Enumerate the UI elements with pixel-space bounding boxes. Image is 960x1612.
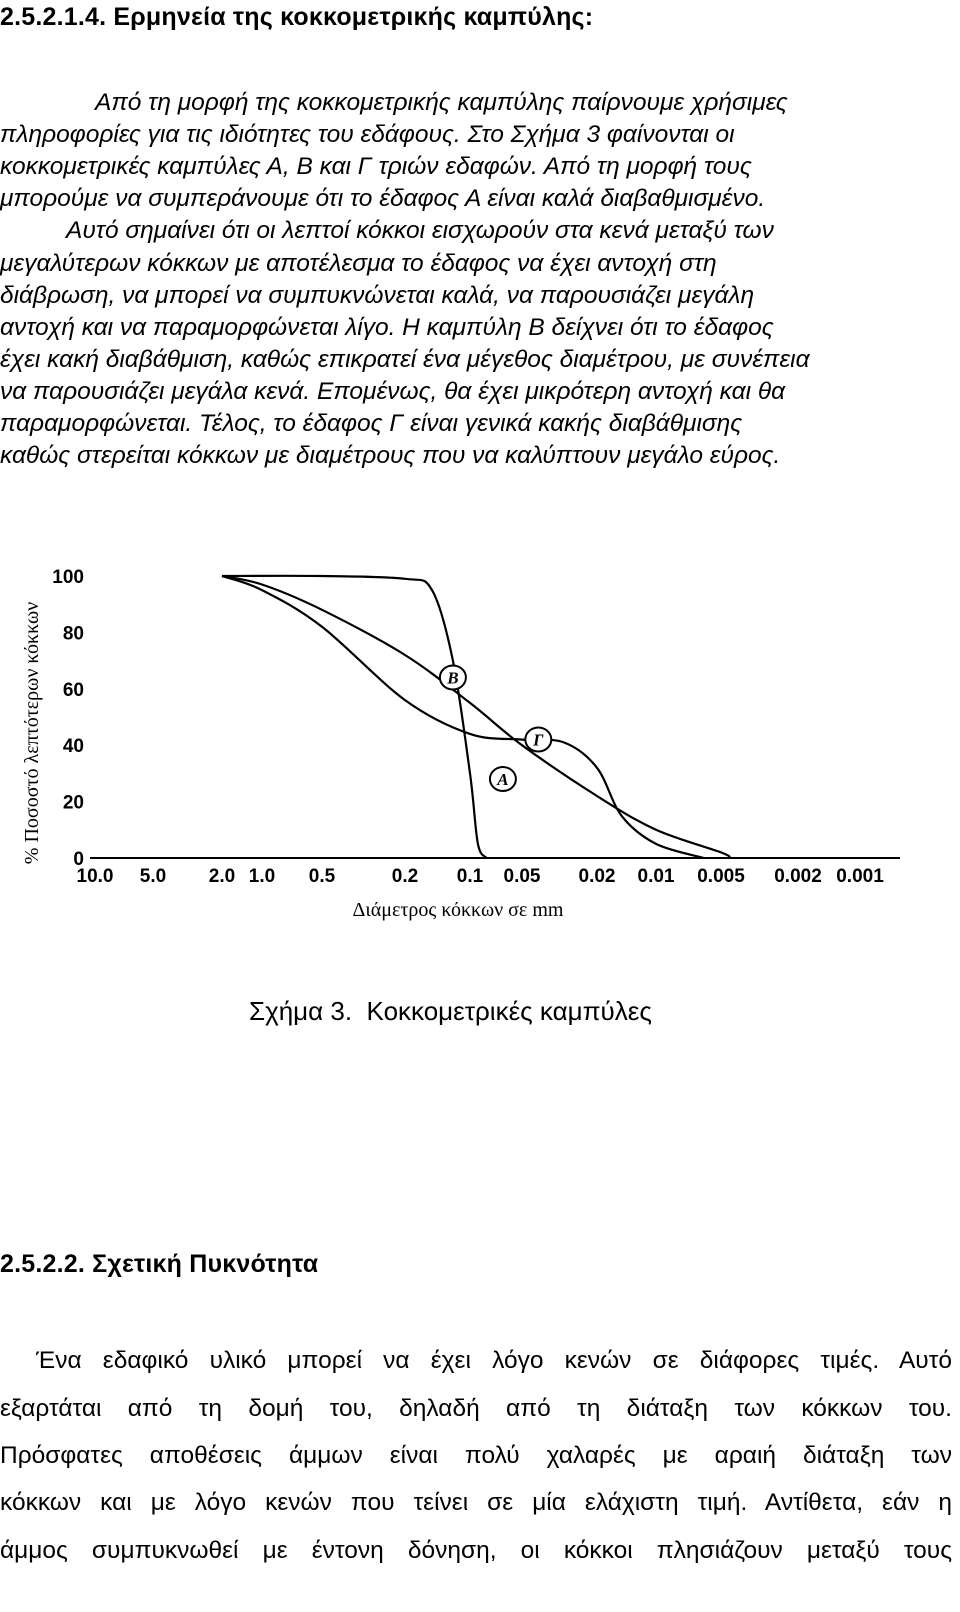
- y-tick-label: 60: [62, 679, 84, 701]
- paragraph-line: παραμορφώνεται. Τέλος, το έδαφος Γ είναι γενικά κακής διαβάθμισης: [0, 410, 743, 437]
- curve-Β: [222, 576, 487, 858]
- x-tick-label: 0.5: [308, 866, 336, 887]
- y-tick-label: 0: [73, 849, 84, 870]
- x-tick-label: 0.001: [836, 866, 884, 887]
- x-tick-label: 1.0: [248, 866, 276, 887]
- paragraph-line: κόκκων και με λόγο κενών που τείνει σε μία ελάχιστη τιμή. Αντίθετα, εάν η: [0, 1489, 952, 1516]
- y-tick-label: 100: [52, 567, 84, 588]
- x-axis-label: Διάμετρος κόκκων σε mm: [352, 899, 564, 921]
- paragraph-line: άμμος συμπυκνωθεί με έντονη δόνηση, οι κόκκοι πλησιάζουν μεταξύ τους: [0, 1537, 952, 1564]
- paragraph-line: έχει κακή διαβάθμιση, καθώς επικρατεί ένα μέγεθος διαμέτρου, με συνέπεια: [0, 346, 810, 373]
- x-axis-ticks: [77, 866, 885, 887]
- grading-curves: [222, 576, 730, 858]
- curve-label-text: Γ: [533, 730, 544, 750]
- paragraph-line: αντοχή και να παραμορφώνεται λίγο. Η καμπύλη Β δείχνει ότι το έδαφος: [0, 314, 774, 341]
- paragraph-line: Πρόσφατες αποθέσεις άμμων είναι πολύ χαλαρές με αραιή διάταξη των: [0, 1442, 952, 1469]
- paragraph-line: εξαρτάται από τη δομή του, δηλαδή από τη διάταξη των κόκκων του.: [0, 1395, 952, 1422]
- x-tick-label: 5.0: [139, 866, 167, 887]
- paragraph-line: καθώς στερείται κόκκων με διαμέτρους που να καλύπτουν μεγάλο εύρος.: [0, 442, 781, 469]
- paragraph-line: κοκκομετρικές καμπύλες Α, Β και Γ τριών εδαφών. Από τη μορφή τους: [0, 153, 752, 180]
- x-tick-label: 0.02: [578, 866, 616, 887]
- x-tick-label: 0.01: [637, 866, 675, 887]
- paragraph-line: μεγαλύτερων κόκκων με αποτέλεσμα το έδαφος να έχει αντοχή στη: [0, 250, 717, 277]
- curve-label-text: Α: [497, 770, 509, 790]
- x-tick-label: 0.1: [456, 866, 484, 887]
- curve-label-text: Β: [447, 668, 459, 688]
- paragraph-line: να παρουσιάζει μεγάλα κενά. Επομένως, θα έχει μικρότερη αντοχή και θα: [0, 378, 786, 405]
- x-tick-label: 0.005: [697, 866, 745, 887]
- paragraph-line: Από τη μορφή της κοκκομετρικής καμπύλης παίρνουμε χρήσιμες: [95, 89, 788, 116]
- paragraph-line: πληροφορίες για τις ιδιότητες του εδάφους. Στο Σχήμα 3 φαίνονται οι: [0, 121, 735, 148]
- section-heading-relative-density: 2.5.2.2. Σχετική Πυκνότητα: [0, 1250, 319, 1278]
- paragraph-line: Αυτό σημαίνει ότι οι λεπτοί κόκκοι εισχωρούν στα κενά μεταξύ των: [66, 217, 774, 244]
- x-tick-label: 0.2: [391, 866, 419, 887]
- x-tick-label: 0.05: [503, 866, 541, 887]
- y-axis-label: % Ποσοστό λεπτότερων κόκκων: [21, 601, 43, 865]
- x-tick-label: 2.0: [208, 866, 236, 887]
- paragraph-line: Ένα εδαφικό υλικό μπορεί να έχει λόγο κενών σε διάφορες τιμές. Αυτό: [36, 1347, 952, 1374]
- section-heading-grading-curve: 2.5.2.1.4. Ερμηνεία της κοκκομετρικής καμπύλης:: [0, 3, 594, 31]
- paragraph-line: μπορούμε να συμπεράνουμε ότι το έδαφος Α είναι καλά διαβαθμισμένο.: [0, 185, 766, 212]
- grading-curves-chart: [0, 548, 960, 928]
- y-tick-label: 40: [62, 736, 84, 758]
- y-tick-label: 20: [62, 792, 84, 814]
- paragraph-line: διάβρωση, να μπορεί να συμπυκνώνεται καλά, να παρουσιάζει μεγάλη: [0, 282, 755, 309]
- x-tick-label: 10.0: [76, 866, 114, 887]
- y-tick-label: 80: [62, 623, 84, 645]
- figure-caption: Σχήμα 3. Κοκκομετρικές καμπύλες: [249, 996, 652, 1026]
- x-tick-label: 0.002: [774, 866, 822, 887]
- y-axis-ticks: [52, 567, 84, 870]
- curve-Α: [222, 576, 730, 858]
